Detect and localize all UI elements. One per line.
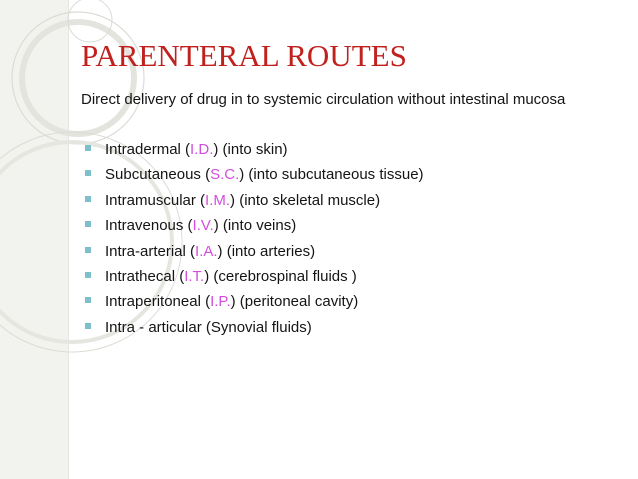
route-abbreviation: I.V.: [192, 217, 214, 235]
square-bullet-icon: [85, 221, 91, 227]
route-description: ) (into veins): [213, 217, 297, 235]
route-description: ) (into subcutaneous tissue): [239, 166, 424, 184]
route-abbreviation: I.M.: [205, 191, 231, 209]
route-name: Intramuscular (: [105, 191, 206, 209]
slide-title: PARENTERAL ROUTES: [81, 38, 407, 73]
route-description: ) (into skin): [213, 141, 288, 158]
route-abbreviation: I.D.: [190, 141, 214, 158]
list-item: [81, 292, 424, 317]
route-description: ) (into arteries): [217, 242, 316, 260]
route-name: Intradermal (: [105, 141, 191, 158]
route-description: ) (cerebrospinal fluids ): [204, 267, 357, 285]
route-name: Intravenous (: [105, 217, 193, 235]
side-band: [0, 0, 69, 479]
route-description: ) (into skeletal muscle): [230, 191, 381, 209]
list-item: [81, 216, 424, 241]
list-item: [81, 318, 424, 343]
deco-circle-small: [68, 0, 112, 42]
route-list: [81, 140, 424, 343]
list-item: [81, 191, 424, 216]
route-abbreviation: I.A.: [195, 242, 218, 260]
route-name: Intraperitoneal (: [105, 293, 211, 311]
list-item: [81, 242, 424, 267]
list-item: [81, 165, 424, 190]
square-bullet-icon: [85, 272, 91, 278]
route-abbreviation: I.P.: [210, 293, 231, 311]
square-bullet-icon: [85, 323, 91, 329]
route-name: Intrathecal (: [105, 267, 185, 285]
square-bullet-icon: [85, 297, 91, 303]
square-bullet-icon: [85, 196, 91, 202]
route-name: Intra - articular (Synovial fluids): [105, 318, 312, 336]
route-name: Subcutaneous (: [105, 166, 211, 184]
square-bullet-icon: [85, 247, 91, 253]
list-item: [81, 267, 424, 292]
square-bullet-icon: [85, 170, 91, 176]
square-bullet-icon: [85, 145, 91, 151]
route-description: ) (peritoneal cavity): [230, 293, 359, 311]
route-abbreviation: S.C.: [210, 166, 240, 184]
list-item: [81, 140, 424, 165]
route-name: Intra-arterial (: [105, 242, 196, 260]
intro-text: Direct delivery of drug in to systemic circulation without intestinal mucosa: [81, 91, 566, 108]
route-abbreviation: I.T.: [184, 267, 205, 285]
